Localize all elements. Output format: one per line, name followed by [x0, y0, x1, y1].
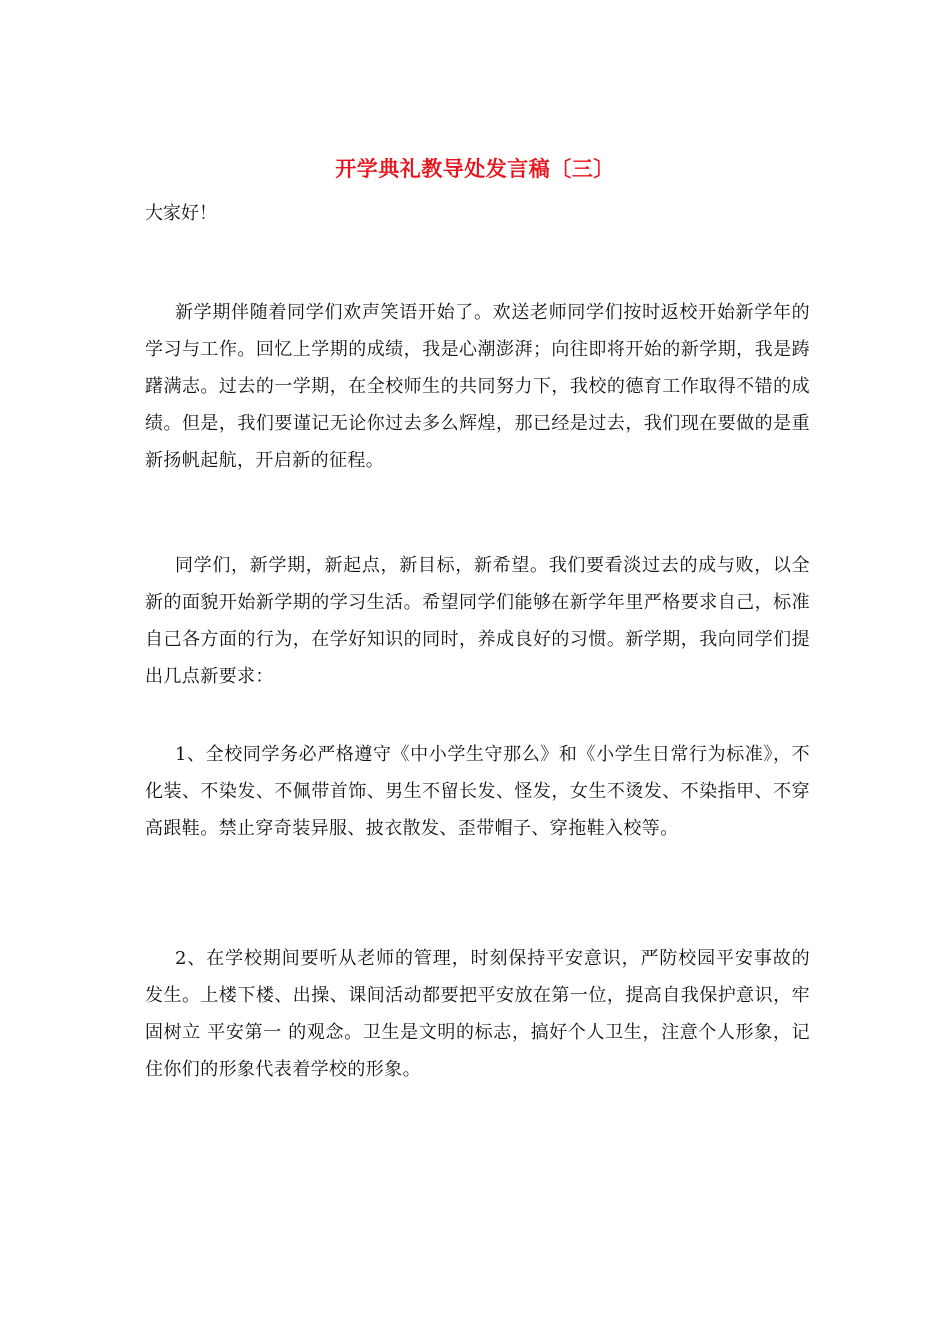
paragraph-requirement-1: 1、全校同学务必严格遵守《中小学生守那么》和《小学生日常行为标准》，不化装、不染发、不佩带首饰、男生不留长发、怪发，女生不烫发、不染指甲、不穿高跟鞋。禁止穿奇装异服、披衣散发、歪带帽子、穿拖鞋入校等。	[145, 744, 810, 839]
document-title: 开学典礼教导处发言稿〔三〕	[335, 156, 615, 181]
paragraph-new-semester: 同学们，新学期，新起点，新目标，新希望。我们要看淡过去的成与败，以全新的面貌开始新学期的学习生活。希望同学们能够在新学年里严格要求自己，标准自己各方面的行为，在学好知识的同时，养成良好的习惯。新学期，我向同学们提出几点新要求：	[145, 555, 810, 687]
paragraph-requirement-2: 2、在学校期间要听从老师的管理，时刻保持平安意识，严防校园平安事故的发生。上楼下楼、出操、课间活动都要把平安放在第一位，提高自我保护意识，牢固树立 平安第一 的观念。卫生是文明的标志，搞好个人卫生，注意个人形象，记住你们的形象代表着学校的形象。	[145, 948, 810, 1080]
paragraph-intro: 新学期伴随着同学们欢声笑语开始了。欢送老师同学们按时返校开始新学年的学习与工作。回忆上学期的成绩，我是心潮澎湃；向往即将开始的新学期，我是踌躇满志。过去的一学期，在全校师生的共同努力下，我校的德育工作取得不错的成绩。但是，我们要谨记无论你过去多么辉煌，那已经是过去，我们现在要做的是重新扬帆起航，开启新的征程。	[145, 302, 810, 471]
greeting: 大家好！	[145, 203, 217, 224]
